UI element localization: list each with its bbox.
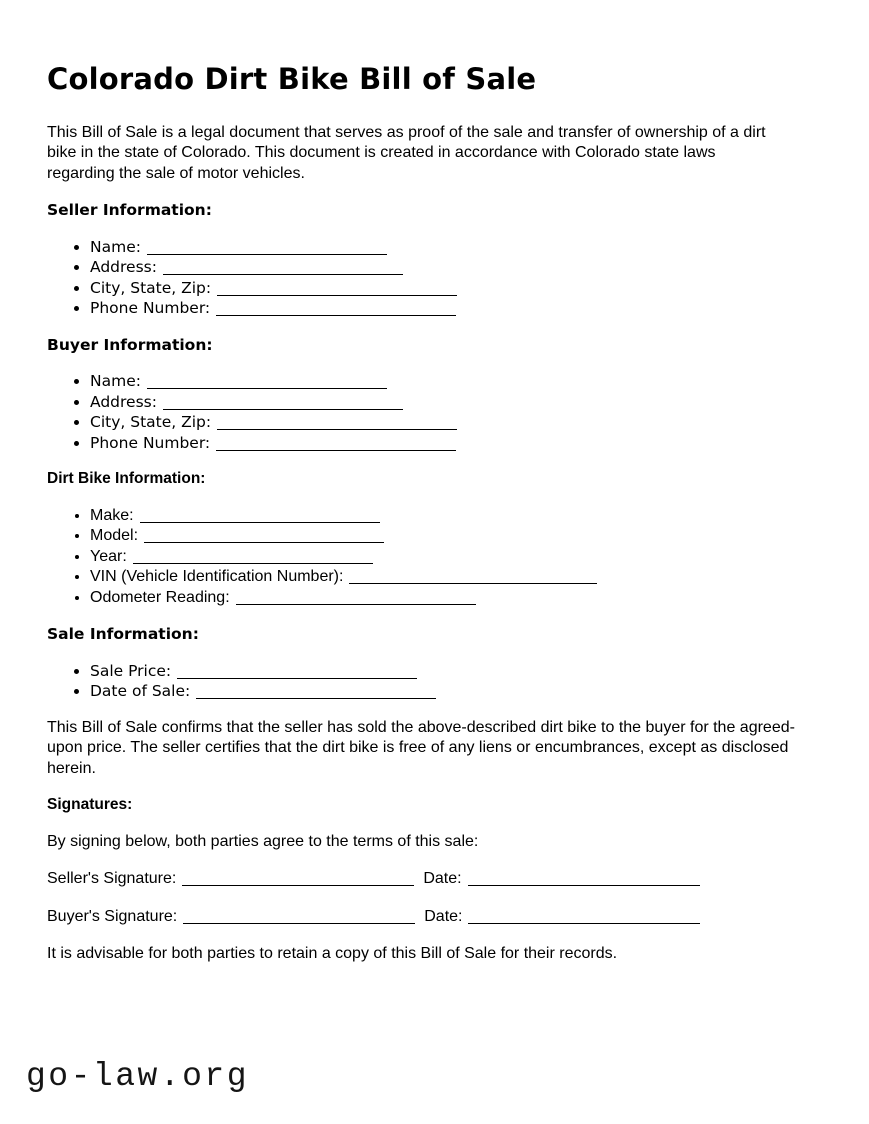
- blank-line: [217, 282, 457, 296]
- dirt-bike-field-list: [47, 506, 822, 609]
- blank-line: [163, 261, 403, 275]
- field-seller-name: [90, 237, 822, 258]
- blank-line: [147, 241, 387, 255]
- intro-paragraph: This Bill of Sale is a legal document that serves as proof of the sale and transfer of ownership of a dirt bike in the state of Colorado. This document is created in accordance with Colorado state laws regarding the sale of motor vehicles.: [47, 123, 766, 182]
- field-buyer-name: [90, 371, 822, 392]
- seller-field-list: [47, 237, 822, 319]
- seller-signature-label: Seller's Signature:: [47, 870, 177, 888]
- blank-line: [144, 529, 384, 543]
- field-bike-make: [90, 506, 822, 527]
- buyer-date-blank-line: [468, 910, 700, 924]
- field-label: Phone Number:: [90, 433, 211, 452]
- blank-line: [177, 665, 417, 679]
- blank-line: [196, 685, 436, 699]
- buyer-signature-row: [47, 907, 822, 928]
- blank-line: [217, 416, 457, 430]
- field-label: Address:: [90, 258, 157, 277]
- field-label: Address:: [90, 392, 157, 411]
- field-label: City, State, Zip:: [90, 413, 212, 432]
- blank-line: [133, 550, 373, 564]
- section-heading-dirt-bike: Dirt Bike Information:: [47, 470, 206, 488]
- section-heading-seller: Seller Information:: [47, 201, 212, 220]
- field-seller-address: [90, 257, 822, 278]
- section-heading-signatures: Signatures:: [47, 796, 133, 814]
- document-title: Colorado Dirt Bike Bill of Sale: [47, 62, 537, 96]
- field-label: Date of Sale:: [90, 682, 191, 701]
- field-seller-city-state-zip: [90, 278, 822, 299]
- date-label: Date:: [424, 907, 463, 925]
- field-buyer-address: [90, 392, 822, 413]
- seller-date-blank-line: [468, 872, 700, 886]
- field-bike-vin: [90, 567, 822, 588]
- records-note: It is advisable for both parties to retain a copy of this Bill of Sale for their records.: [47, 945, 618, 963]
- blank-line: [147, 375, 387, 389]
- buyer-field-list: [47, 371, 822, 453]
- field-label: Year:: [90, 547, 127, 565]
- blank-line: [163, 396, 403, 410]
- field-bike-odometer: [90, 588, 822, 609]
- buyer-signature-blank-line: [183, 910, 415, 924]
- blank-line: [236, 591, 476, 605]
- buyer-signature-label: Buyer's Signature:: [47, 907, 178, 925]
- field-label: VIN (Vehicle Identification Number):: [90, 568, 344, 586]
- field-label: Phone Number:: [90, 299, 211, 318]
- field-label: Name:: [90, 372, 141, 391]
- field-label: Odometer Reading:: [90, 588, 230, 606]
- signatures-intro: By signing below, both parties agree to the terms of this sale:: [47, 832, 479, 850]
- seller-signature-blank-line: [182, 872, 414, 886]
- confirmation-paragraph: This Bill of Sale confirms that the seller has sold the above-described dirt bike to the buyer for the agreed-upon price. The seller certifies that the dirt bike is free of any liens or encumbrances, except as disclosed herein.: [47, 718, 795, 777]
- field-sale-date: [90, 681, 822, 702]
- blank-line: [216, 437, 456, 451]
- section-heading-buyer: Buyer Information:: [47, 335, 213, 354]
- section-heading-sale: Sale Information:: [47, 625, 199, 644]
- field-buyer-city-state-zip: [90, 412, 822, 433]
- field-label: Make:: [90, 506, 134, 524]
- blank-line: [349, 570, 597, 584]
- field-buyer-phone: [90, 433, 822, 454]
- field-bike-model: [90, 526, 822, 547]
- footer-brand: go-law.org: [26, 1058, 250, 1095]
- seller-signature-row: [47, 869, 822, 890]
- sale-field-list: [47, 661, 822, 702]
- field-bike-year: [90, 547, 822, 568]
- field-label: Sale Price:: [90, 661, 172, 680]
- blank-line: [216, 302, 456, 316]
- field-seller-phone: [90, 298, 822, 319]
- field-label: Name:: [90, 237, 141, 256]
- field-sale-price: [90, 661, 822, 682]
- blank-line: [140, 509, 380, 523]
- date-label: Date:: [423, 870, 462, 888]
- field-label: City, State, Zip:: [90, 278, 212, 297]
- field-label: Model:: [90, 527, 139, 545]
